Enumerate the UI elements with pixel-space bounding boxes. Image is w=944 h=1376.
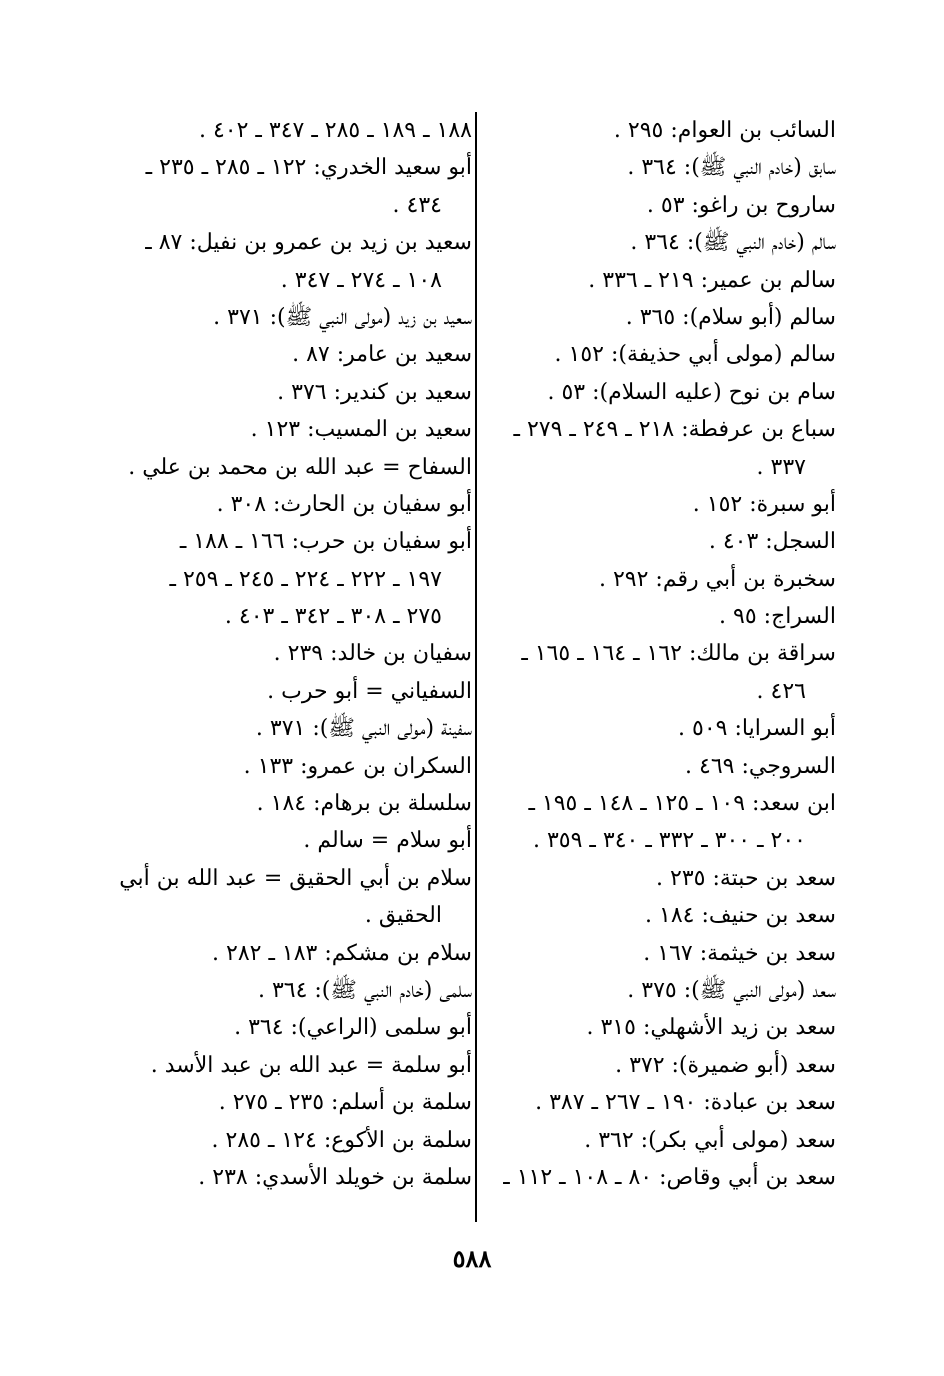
column-divider xyxy=(475,112,477,1222)
index-entry: سعيد بن كندير: ٣٧٦ . xyxy=(277,379,472,405)
index-entry: سعيد بن زيد بن عمرو بن نفيل: ٨٧ ـ xyxy=(145,230,472,256)
index-entry: السفياني = أبو حرب . xyxy=(267,678,472,704)
index-entry: السجل: ٤٠٣ . xyxy=(708,529,836,555)
index-entry: سعد (مولى أبي بكر): ٣٦٢ . xyxy=(584,1127,836,1153)
index-entry: سفيان بن خالد: ٢٣٩ . xyxy=(273,641,472,667)
index-entry: أبو سلام = سالم . xyxy=(303,828,472,854)
index-entry: سالم بن عمير: ٢١٩ ـ ٣٣٦ . xyxy=(588,267,836,293)
index-entry: ٤٣٤ . xyxy=(392,192,442,218)
index-entry: أبو سفيان بن الحارث: ٣٠٨ . xyxy=(216,491,472,517)
index-entry: السكران بن عمرو: ١٣٣ . xyxy=(243,753,472,779)
index-entry: سلام بن أبي الحقيق = عبد الله بن أبي xyxy=(119,865,472,891)
index-entry: ٤٢٦ . xyxy=(756,678,806,704)
index-entry: سباع بن عرفطة: ٢١٨ ـ ٢٤٩ ـ ٢٧٩ ـ xyxy=(513,417,836,443)
index-entry: سراقة بن مالك: ١٦٢ ـ ١٦٤ ـ ١٦٥ ـ xyxy=(521,641,836,667)
index-entry: سعد بن أبي وقاص: ٨٠ ـ ١٠٨ ـ ١١٢ ـ xyxy=(503,1164,836,1190)
index-entry: سعيد بن المسيب: ١٢٣ . xyxy=(250,417,472,443)
index-entry: ٢٧٥ ـ ٣٠٨ ـ ٣٤٢ ـ ٤٠٣ . xyxy=(224,604,442,630)
index-entry: سلام بن مشكم: ١٨٣ ـ ٢٨٢ . xyxy=(212,940,472,966)
index-entry: سعيد بن عامر: ٨٧ . xyxy=(292,342,472,368)
index-entry: سالم (مولى أبي حذيفة): ١٥٢ . xyxy=(554,342,836,368)
index-entry: السفاح = عبد الله بن محمد بن علي . xyxy=(128,454,472,480)
index-entry: أبو سفيان بن حرب: ١٦٦ ـ ١٨٨ ـ xyxy=(179,529,472,555)
index-entry: ابن سعد: ١٠٩ ـ ١٢٥ ـ ١٤٨ ـ ١٩٥ ـ xyxy=(528,791,836,817)
index-entry: سابق (خادم النبي ﷺ): ٣٦٤ . xyxy=(627,155,836,181)
index-entry: سعد (أبو ضميرة): ٣٧٢ . xyxy=(615,1052,836,1078)
index-entry: السروجي: ٤٦٩ . xyxy=(685,753,836,779)
index-entry: أبو سلمة = عبد الله بن عبد الأسد . xyxy=(150,1052,472,1078)
index-entry: سعد بن حنيف: ١٨٤ . xyxy=(645,903,836,929)
index-entry: سعد بن خيثمة: ١٦٧ . xyxy=(643,940,836,966)
index-entry: أبو سبرة: ١٥٢ . xyxy=(692,491,836,517)
index-entry: سالم (أبو سلام): ٣٦٥ . xyxy=(625,304,836,330)
index-entry: سعيد بن زيد (مولى النبي ﷺ): ٣٧١ . xyxy=(213,304,472,330)
index-entry: سلسلة بن برهام: ١٨٤ . xyxy=(256,791,472,817)
index-entry: سالم (خادم النبي ﷺ): ٣٦٤ . xyxy=(630,230,836,256)
index-entry: السراج: ٩٥ . xyxy=(719,604,836,630)
index-entry: أبو سلمى (الراعي): ٣٦٤ . xyxy=(234,1015,472,1041)
index-entry: سام بن نوح (عليه السلام): ٥٣ . xyxy=(547,379,836,405)
index-entry: الحقيق . xyxy=(364,903,442,929)
index-column-left xyxy=(112,112,472,1196)
index-entry: أبو سعيد الخدري: ١٢٢ ـ ٢٨٥ ـ ٢٣٥ ـ xyxy=(145,155,472,181)
index-entry: ساروح بن راغو: ٥٣ . xyxy=(646,192,836,218)
index-entry: سلمة بن أسلم: ٢٣٥ ـ ٢٧٥ . xyxy=(218,1090,472,1116)
index-entry: سلمة بن خويلد الأسدي: ٢٣٨ . xyxy=(198,1164,472,1190)
index-entry: سعد بن حبتة: ٢٣٥ . xyxy=(656,865,836,891)
index-entry: السائب بن العوام: ٢٩٥ . xyxy=(613,118,836,143)
index-entry: سلمى (خادم النبي ﷺ): ٣٦٤ . xyxy=(257,977,472,1003)
index-entry: سفينة (مولى النبي ﷺ): ٣٧١ . xyxy=(255,716,472,742)
index-entry: سعد بن زيد الأشهلي: ٣١٥ . xyxy=(586,1015,836,1041)
index-entry: ٣٣٧ . xyxy=(756,454,806,480)
index-column-right xyxy=(478,112,836,1196)
index-entry: ١٨٨ ـ ١٨٩ ـ ٢٨٥ ـ ٣٤٧ ـ ٤٠٢ . xyxy=(198,118,472,143)
index-entry: سعد بن عبادة: ١٩٠ ـ ٢٦٧ ـ ٣٨٧ . xyxy=(535,1090,836,1116)
index-entry: سخبرة بن أبي رقم: ٢٩٢ . xyxy=(598,566,836,592)
index-entry: ١٩٧ ـ ٢٢٢ ـ ٢٢٤ ـ ٢٤٥ ـ ٢٥٩ ـ xyxy=(169,566,442,592)
index-entry: أبو السرايا: ٥٠٩ . xyxy=(678,716,836,742)
page-number: ٥٨٨ xyxy=(452,1244,492,1273)
index-entry: ١٠٨ ـ ٢٧٤ ـ ٣٤٧ . xyxy=(280,267,442,293)
index-entry: سلمة بن الأكوع: ١٢٤ ـ ٢٨٥ . xyxy=(211,1127,472,1153)
index-entry: ٢٠٠ ـ ٣٠٠ ـ ٣٣٢ ـ ٣٤٠ ـ ٣٥٩ . xyxy=(532,828,806,854)
index-entry: سعد (مولى النبي ﷺ): ٣٧٥ . xyxy=(627,977,836,1003)
